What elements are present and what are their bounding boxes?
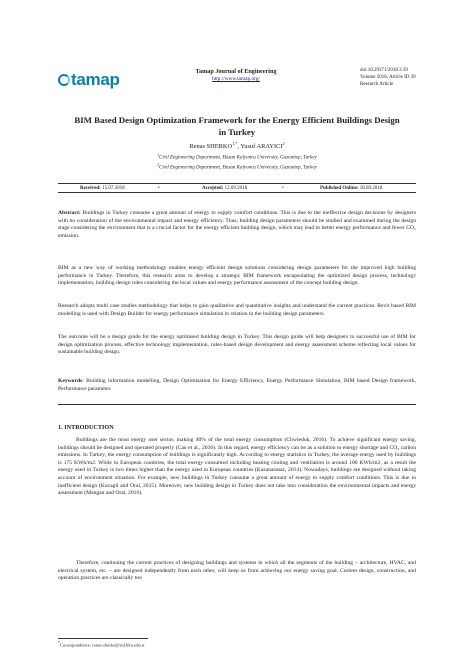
abstract-label: Abstract: (58, 210, 81, 216)
footnote: *Correspondence: renas.sherko@std.hku.edu.tr (58, 641, 145, 648)
dates-bar (58, 183, 416, 193)
paper-title: BIM Based Design Optimization Framework for the Energy Efficient Buildings Design in Turkey (74, 115, 400, 137)
received-date: Received: 15.07.2018 (80, 185, 125, 191)
abstract-paragraph: BIM as a new way of working methodology enables energy efficient design solutions considering design parameters for the improved high building performance in Turkey. Therefore, this research aims to develop a strategic BIM framework encapsulating the optimized design process, technology implementation, building design rules considering the local values and energy performance assessment of the concept building design. (58, 265, 416, 287)
dates-separator: • (282, 185, 284, 191)
abstract-paragraph: Research adopts multi case studies methodology that helps to gain qualitative and quantitative insights and understand the current practices. Revit based BIM modelling is used with Design Builder for energy performance simulation in relation to the building design parameters. (58, 303, 416, 317)
volume: Volume 2018, Article ID 39 (360, 74, 416, 80)
abstract-paragraph: The outcome will be a design guide for the energy optimised building design in Turkey. This design guide will help designers to successful use of BIM for design optimization process, effective technology implementation, rules-based design development and energy assessment scheme reflecting local values for sustainable building design. (58, 334, 416, 356)
abstract-paragraph: Abstract: Buildings in Turkey consume a great amount of energy to supply comfort conditions. This is due to the ineffective design decisions by designers with no consideration of the environmental impact and energy efficiency. Thus, building design parameters should be studied and examined during the design stage considering the environment that is a crucial factor for the energy efficient building design, which may lead to better energy performance and fewer CO₂ emission. (58, 210, 416, 239)
journal-name: Tamap Journal of Engineering (195, 68, 277, 75)
author-name: Renas SHERKO (189, 143, 233, 151)
journal-info (176, 68, 296, 83)
dates-separator: • (158, 185, 160, 191)
author-superscript: 2 (282, 141, 285, 146)
body-paragraph: Buildings are the most energy user sector, making 40% of the total energy consumption (Chwieduk, 2016). To achieve significant energy saving, buildings should be designed and operated properly (Cao et al., 2016). In this regard, energy efficiency can be as a solution to energy shortage and CO₂ carbon emissions. In Turkey, the energy consumption of buildings is significantly high. According to energy statistics in Turkey, the average energy used by buildings is 175 KWh/m2. While in European countries, the total energy consumed including heating cooling and ventilation is around 100 KWh/m2, as a result the energy used in Turkey is two times higher than the energy used in European countries (Kazanasmaz, 2014). Nowadays, buildings are designed without taking account of environment situation. For example, new buildings in Turkey consume a great amount of energy to supply comfort conditions. This is due to inefficient design (Kocagil and Oral, 2015). Moreover, new building design in Turkey does not take into consideration the environmental impacts and energy assessment (Mangan and Oral, 2016). (58, 437, 416, 497)
logo-mark-icon (58, 74, 70, 86)
page-header (58, 68, 416, 94)
logo-text: tamap (71, 70, 120, 89)
affiliations (70, 152, 404, 172)
footnote-divider (58, 638, 148, 639)
body-paragraph: Therefore, continuing the current practices of designing buildings and systems in which all the segments of the building – architecture, HVAC, and electrical system, etc. – are designed independently from each other, will keep us from achieving our energy saving goal. Current design, construction, and operation practices are classically too (58, 560, 416, 582)
article-type: Research Article (360, 81, 394, 87)
affiliation: $^2$Civil Engineering Department, Hasan Kalyoncu University, Gaziantep, Turkey (157, 163, 317, 171)
author-superscript: 1,* (232, 141, 238, 146)
authors-line (70, 141, 404, 150)
author-name: Yusuf ARAYICI (238, 143, 283, 151)
journal-logo (58, 70, 122, 90)
doi: doi:10.29371/2018.3.39 (360, 68, 408, 73)
published-date: Published Online: 18.09.2018 (320, 185, 383, 191)
affiliation: $^1$Civil Engineering Department, Hasan Kalyoncu University, Gaziantep, Turkey (157, 153, 317, 161)
accepted-date: Accepted: 12.09.2018 (202, 185, 248, 191)
section-divider (58, 404, 416, 405)
keywords: Keywords: Building information modelling, Design Optimisation for Energy Efficiency, Energy Performance Simulation, BIM based Design framework, Performance parameter. (58, 378, 416, 392)
section-heading: 1. INTRODUCTION (58, 424, 114, 431)
journal-url-link[interactable]: http://www.tamap.org/ (212, 76, 260, 82)
keywords-label: Keywords (58, 378, 83, 384)
author-separator: , (237, 143, 239, 151)
article-meta (360, 68, 430, 88)
